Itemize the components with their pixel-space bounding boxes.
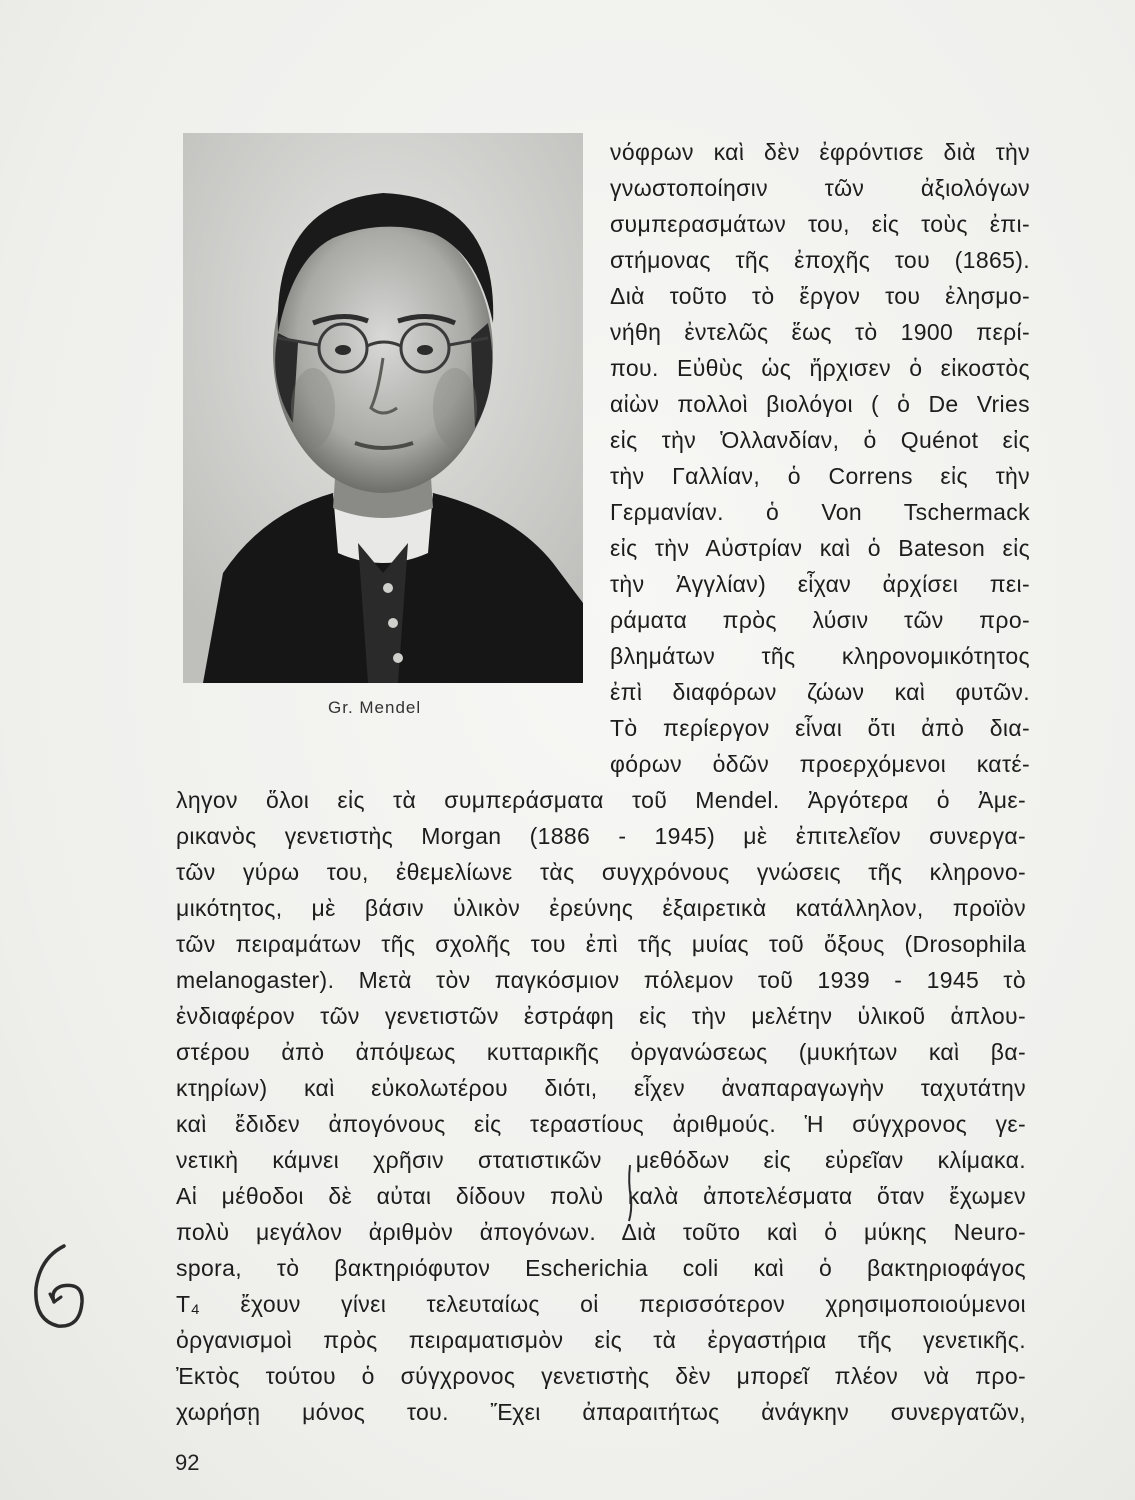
text-line: Διὰ τοῦτο τὸ ἔργον του ἐλησμο- [610,283,1030,309]
text-line: τὴν Γαλλίαν, ὁ Correns εἰς τὴν [610,463,1030,489]
text-line: ρικανὸς γενετιστὴς Morgan (1886 - 1945) μὲ ἐπιτελεῖον συνεργα- [176,823,1026,849]
text-line: γνωστοποίησιν τῶν ἀξιολόγων [610,175,1030,201]
text-line: Ἐκτὸς τούτου ὁ σύγχρονος γενετιστὴς δὲν μπορεῖ πλέον νὰ προ- [176,1363,1026,1389]
text-line: νόφρων καὶ δὲν ἐφρόντισε διὰ τὴν [610,139,1030,165]
text-line: τῶν γύρω του, ἐθεμελίωνε τὰς συγχρόνους γνώσεις τῆς κληρονο- [176,859,1026,885]
text-line: Γερμανίαν. ὁ Von Tschermack [610,499,1030,525]
text-line: Τὸ περίεργον εἶναι ὅτι ἀπὸ δια- [610,715,1030,741]
text-line: melanogaster). Μετὰ τὸν παγκόσμιον πόλεμον τοῦ 1939 - 1945 τὸ [176,967,1026,993]
text-line: πολὺ μεγάλον ἀριθμὸν ἀπογόνων. Διὰ τοῦτο καὶ ὁ μύκης Neuro- [176,1219,1026,1245]
page-number: 92 [175,1450,200,1475]
text-line: τὴν Ἀγγλίαν) εἶχαν ἀρχίσει πει- [610,571,1030,597]
pen-mark [620,1163,640,1223]
text-line: μικότητος, μὲ βάσιν ὑλικὸν ἐρεύνης ἐξαιρετικὰ κατάλληλον, προϊὸν [176,895,1026,921]
margin-handwritten-mark [28,1240,88,1335]
text-line: ἐπὶ διαφόρων ζώων καὶ φυτῶν. [610,679,1030,705]
text-line: καὶ ἔδιδεν ἀπογόνους εἰς τεραστίους ἀριθμούς. Ἡ σύγχρονος γε- [176,1111,1026,1137]
text-line: Αἱ μέθοδοι δὲ αὐται δίδουν πολὺ καλὰ ἀποτελέσματα ὅταν ἔχωμεν [176,1183,1026,1209]
photo-caption: Gr. Mendel [328,698,422,717]
text-line: συμπερασμάτων του, εἰς τοὺς ἐπι- [610,211,1030,237]
text-line: κτηρίων) καὶ εὐκολωτέρου διότι, εἶχεν ἀναπαραγωγὴν ταχυτάτην [176,1075,1026,1101]
text-line: τῶν πειραμάτων τῆς σχολῆς του ἐπὶ τῆς μυίας τοῦ ὄξους (Drosophila [176,931,1026,957]
text-line: νήθη ἐντελῶς ἕως τὸ 1900 περί- [610,319,1030,345]
text-line: φόρων ὁδῶν προερχόμενοι κατέ- [610,751,1030,777]
text-line: στήμονας τῆς ἐποχῆς του (1865). [610,247,1030,273]
portrait-illustration [183,133,583,683]
text-line: εἰς τὴν Αὐστρίαν καὶ ὁ Bateson εἰς [610,535,1030,561]
portrait-photo [183,133,583,683]
text-line: spora, τὸ βακτηριόφυτον Escherichia coli καὶ ὁ βακτηριοφάγος [176,1255,1026,1281]
text-line: ἐνδιαφέρον τῶν γενετιστῶν ἐστράφη εἰς τὴν μελέτην ὑλικοῦ ἁπλου- [176,1003,1026,1029]
text-line: ὀργανισμοὶ πρὸς πειραματισμὸν εἰς τὰ ἐργαστήρια τῆς γενετικῆς. [176,1327,1026,1353]
text-line: εἰς τὴν Ὁλλανδίαν, ὁ Quénot εἰς [610,427,1030,453]
text-line: ράματα πρὸς λύσιν τῶν προ- [610,607,1030,633]
text-line: στέρου ἀπὸ ἀπόψεως κυτταρικῆς ὀργανώσεως (μυκήτων καὶ βα- [176,1039,1026,1065]
text-line: αἰὼν πολλοὶ βιολόγοι ( ὁ De Vries [610,391,1030,417]
text-line: που. Εὐθὺς ὡς ἤρχισεν ὁ εἰκοστὸς [610,355,1030,381]
text-line: νετικὴ κάμνει χρῆσιν στατιστικῶν μεθόδων εἰς εὐρεῖαν κλίμακα. [176,1147,1026,1173]
text-line: βλημάτων τῆς κληρονομικότητος [610,643,1030,669]
text-line: χωρήσῃ μόνος του. Ἔχει ἀπαραιτήτως ἀνάγκην συνεργατῶν, [176,1399,1026,1425]
text-line: ληγον ὅλοι εἰς τὰ συμπεράσματα τοῦ Mendel. Ἀργότερα ὁ Ἀμε- [176,787,1026,813]
text-line: T₄ ἔχουν γίνει τελευταίως οἱ περισσότερον χρησιμοποιούμενοι [176,1291,1026,1317]
